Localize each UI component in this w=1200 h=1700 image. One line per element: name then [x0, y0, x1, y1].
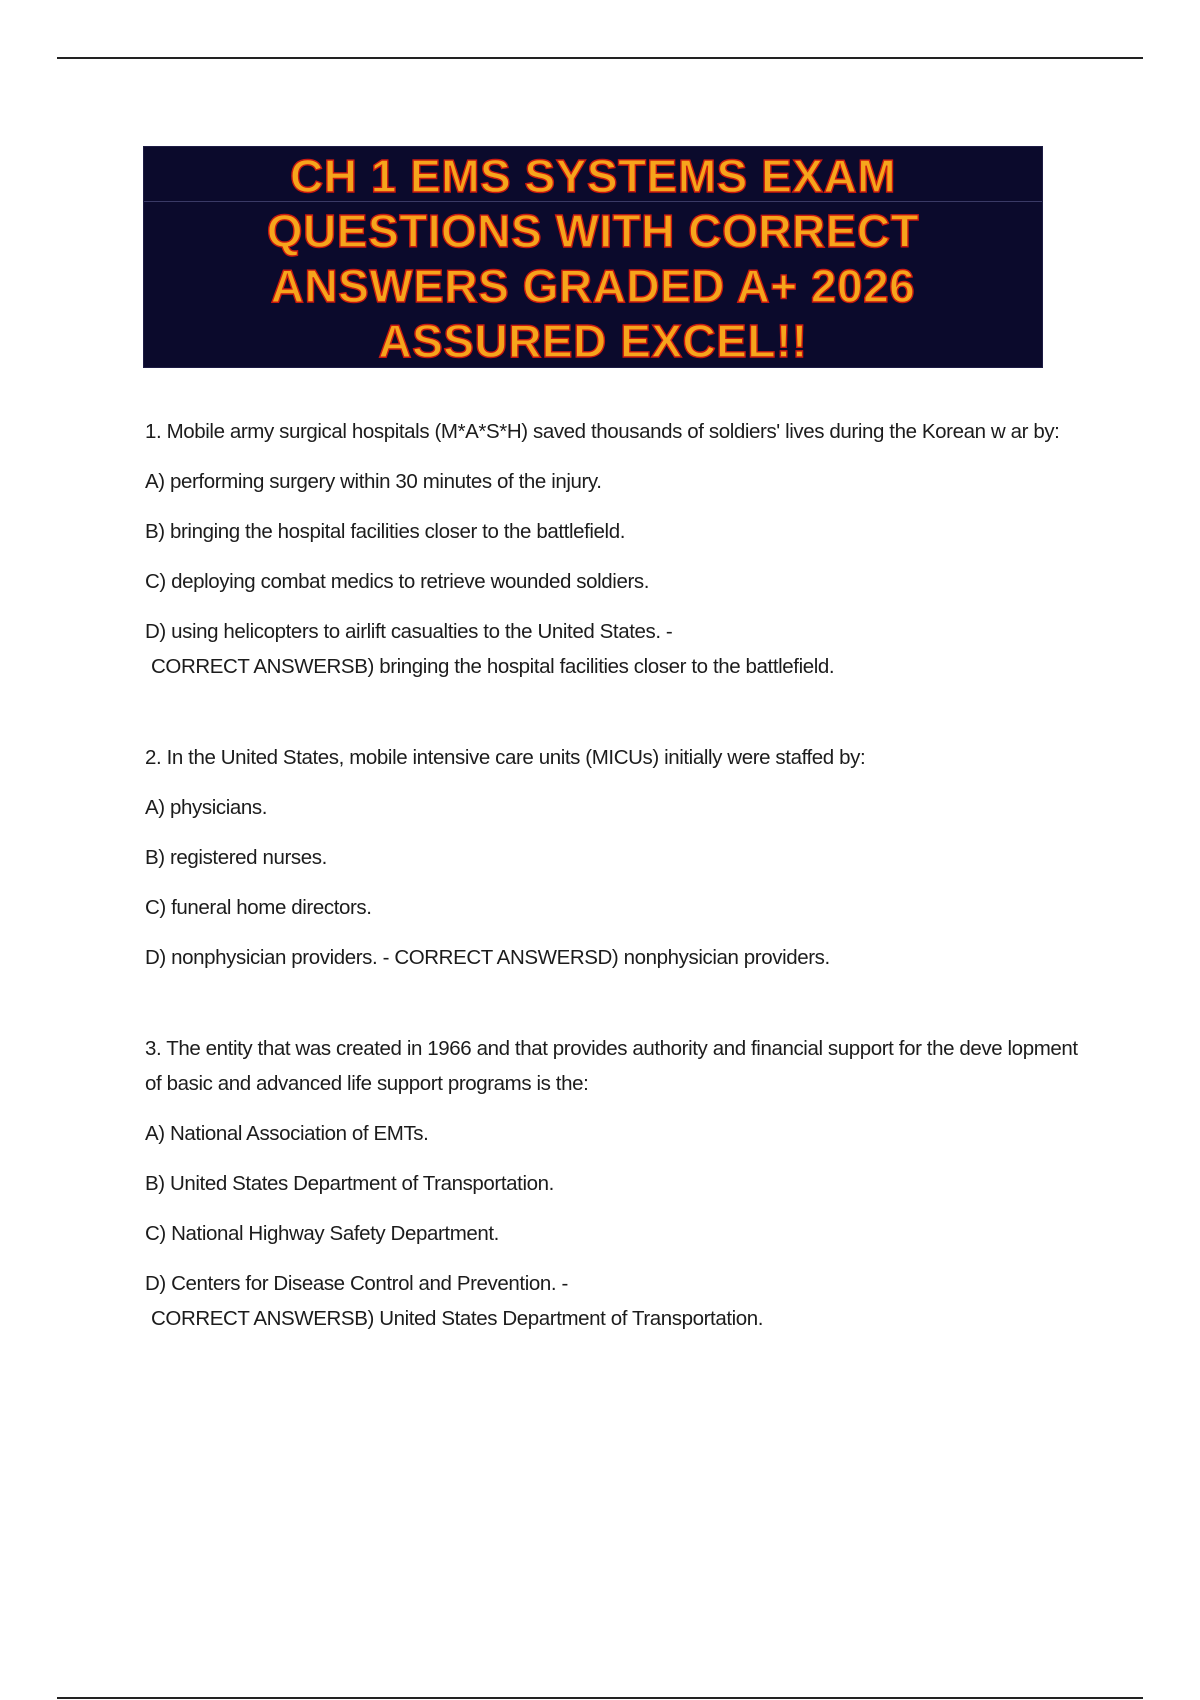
option-c: C) deploying combat medics to retrieve wounded soldiers.: [145, 570, 650, 593]
option-b: B) bringing the hospital facilities closer to the battlefield.: [145, 520, 626, 543]
option-b: B) United States Department of Transportation.: [145, 1172, 554, 1195]
correct-answer: CORRECT ANSWERSB) bringing the hospital facilities closer to the battlefield.: [151, 655, 835, 678]
bottom-rule: [57, 1697, 1143, 1699]
option-d: D) nonphysician providers. - CORRECT ANSWERSD) nonphysician providers.: [145, 946, 830, 969]
question-3: [145, 1031, 1095, 1336]
title-line-1: CH 1 EMS SYSTEMS EXAM: [289, 150, 897, 202]
option-d: D) Centers for Disease Control and Prevention. -: [145, 1272, 568, 1295]
question-list: [145, 414, 1095, 1392]
top-rule: [57, 57, 1143, 59]
question-text: 3. The entity that was created in 1966 and that provides authority and financial support for the deve lopment of basic and advanced life support programs is the:: [145, 1037, 1078, 1095]
title-line-3: ANSWERS GRADED A+ 2026: [270, 260, 916, 312]
question-text: 2. In the United States, mobile intensive care units (MICUs) initially were staffed by:: [145, 746, 866, 769]
document-title: [144, 149, 1042, 369]
title-banner: [143, 146, 1043, 368]
option-c: C) National Highway Safety Department.: [145, 1222, 499, 1245]
option-c: C) funeral home directors.: [145, 896, 372, 919]
question-text: 1. Mobile army surgical hospitals (M*A*S*H) saved thousands of soldiers' lives during the Korean w ar by:: [145, 420, 1060, 443]
question-2: [145, 740, 1095, 975]
question-1: [145, 414, 1095, 684]
correct-answer: CORRECT ANSWERSB) United States Department of Transportation.: [151, 1307, 764, 1330]
option-a: A) physicians.: [145, 796, 268, 819]
option-b: B) registered nurses.: [145, 846, 327, 869]
option-a: A) performing surgery within 30 minutes of the injury.: [145, 470, 602, 493]
option-a: A) National Association of EMTs.: [145, 1122, 429, 1145]
title-line-2: QUESTIONS WITH CORRECT: [266, 205, 920, 257]
title-line-4: ASSURED EXCEL!!: [378, 315, 808, 367]
option-d: D) using helicopters to airlift casualties to the United States. -: [145, 620, 673, 643]
